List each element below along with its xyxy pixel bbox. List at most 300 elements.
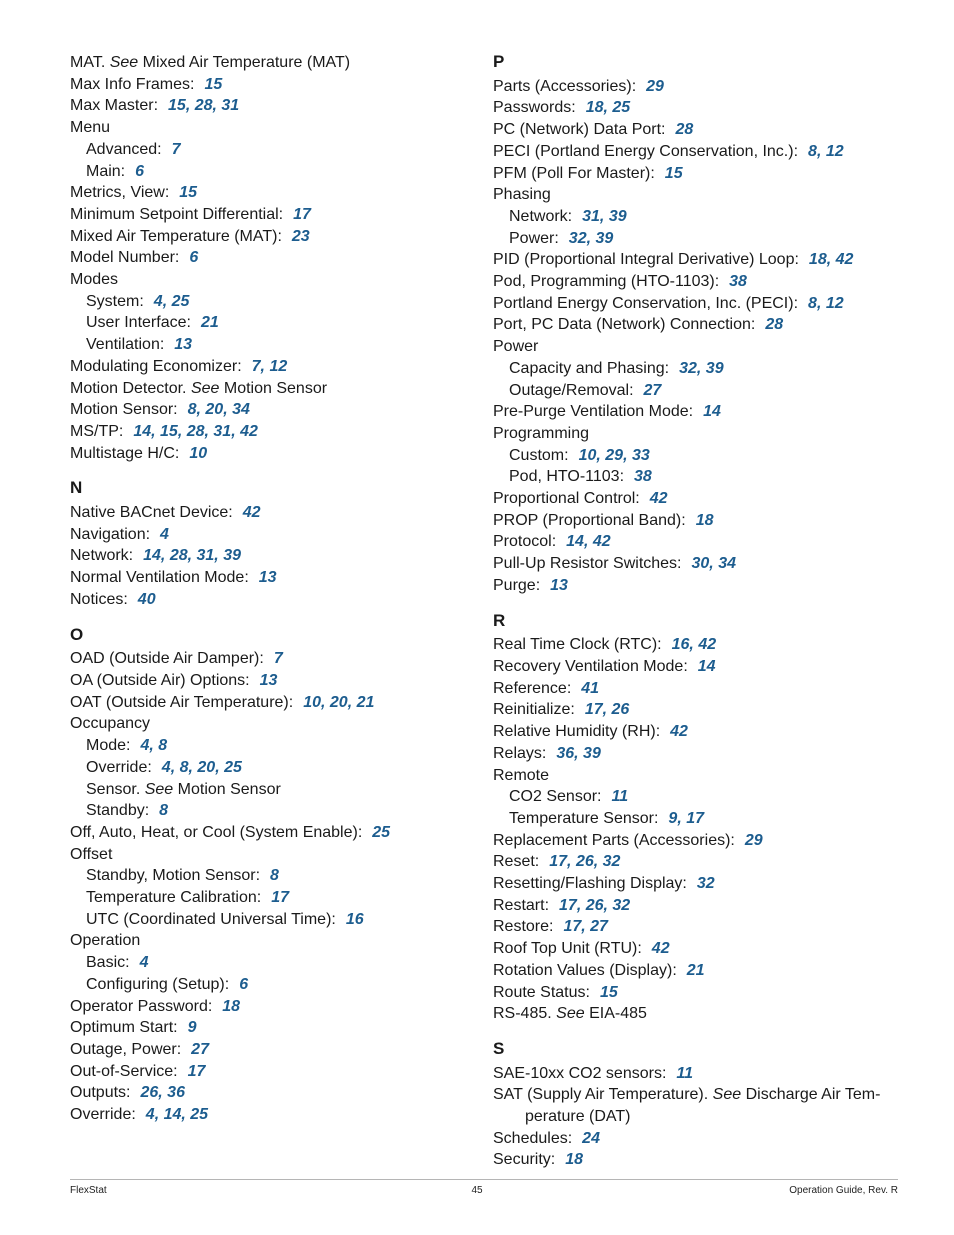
- page-link[interactable]: 28: [194, 97, 213, 115]
- page-link[interactable]: 23: [291, 227, 310, 245]
- page-link[interactable]: 17: [549, 853, 568, 871]
- index-entry: [493, 830, 933, 852]
- page-link[interactable]: 28: [675, 121, 694, 139]
- page-link[interactable]: 41: [581, 679, 600, 697]
- page-link[interactable]: 11: [676, 1064, 694, 1082]
- page-link[interactable]: 14: [133, 422, 152, 440]
- index-subentry: [70, 161, 480, 183]
- index-term: Power: [493, 338, 539, 356]
- index-entry: [70, 648, 480, 670]
- index-entry: [70, 117, 480, 139]
- page-list: [652, 940, 670, 957]
- index-subentry: [70, 952, 480, 974]
- page-link[interactable]: 20: [205, 401, 224, 419]
- page-separator: ,: [599, 207, 609, 225]
- index-term: Override:: [86, 758, 152, 776]
- index-subentry: [70, 887, 480, 909]
- index-term: Mode:: [86, 737, 131, 755]
- index-term: SAE-10xx CO2 sensors:: [493, 1064, 667, 1082]
- section-letter: N: [70, 478, 83, 498]
- page-link[interactable]: 10: [303, 693, 321, 711]
- index-subentry: [70, 909, 480, 931]
- page-list: [204, 76, 222, 93]
- page-list: [243, 504, 261, 521]
- index-term: Pod, HTO-1103:: [509, 468, 625, 486]
- index-entry: [493, 423, 933, 445]
- page-link[interactable]: 8: [179, 758, 189, 776]
- page-link[interactable]: 42: [242, 504, 261, 522]
- page-link[interactable]: 42: [698, 636, 717, 654]
- page-link[interactable]: 31: [221, 97, 240, 115]
- page-link[interactable]: 18: [565, 1151, 584, 1169]
- page-link[interactable]: 31: [582, 207, 600, 225]
- page-link[interactable]: 36: [556, 744, 575, 762]
- page-link[interactable]: 38: [729, 273, 747, 291]
- page-link[interactable]: 4: [160, 525, 169, 543]
- index-term: PID (Proportional Integral Derivative) Loop:: [493, 251, 799, 269]
- page-link[interactable]: 31: [213, 422, 232, 440]
- page-list: [189, 445, 207, 462]
- index-entry: [70, 1039, 480, 1061]
- page-link[interactable]: 36: [167, 1084, 185, 1102]
- index-entry: [70, 378, 480, 400]
- page-link[interactable]: 18: [808, 251, 827, 269]
- page-link[interactable]: 39: [583, 744, 601, 762]
- page-separator: ,: [709, 555, 719, 573]
- page-separator: ,: [185, 97, 195, 115]
- index-subentry: [493, 445, 933, 467]
- index-entry: [70, 670, 480, 692]
- page-list: [585, 701, 629, 718]
- page-link[interactable]: 26: [611, 701, 630, 719]
- page-separator: ,: [212, 97, 222, 115]
- index-term: Offset: [70, 845, 113, 863]
- page-link[interactable]: 16: [345, 910, 364, 928]
- page-link[interactable]: 21: [686, 961, 705, 979]
- see-label: See: [109, 54, 139, 71]
- index-entry: [70, 545, 480, 567]
- index-term: RS-485.: [493, 1005, 552, 1023]
- page-list: [179, 184, 197, 201]
- page-link[interactable]: 34: [718, 555, 736, 573]
- index-entry: [493, 678, 933, 700]
- page-link[interactable]: 4: [139, 954, 149, 972]
- index-entry: [493, 873, 933, 895]
- page-list: [697, 875, 715, 892]
- page-list: [765, 316, 783, 333]
- index-term: PFM (Poll For Master):: [493, 164, 655, 182]
- index-term: Minimum Setpoint Differential:: [70, 205, 284, 223]
- index-entry: [493, 141, 933, 163]
- page-link[interactable]: 10: [189, 444, 208, 462]
- page-link[interactable]: 17: [686, 809, 704, 827]
- index-term: Reinitialize:: [493, 701, 575, 719]
- page-link[interactable]: 8: [808, 142, 817, 160]
- see-label: See: [144, 780, 174, 798]
- page-list: [565, 1151, 583, 1168]
- page-list: [162, 759, 242, 776]
- index-entry: [493, 575, 933, 597]
- page-link[interactable]: 25: [372, 823, 391, 841]
- page-list: [566, 533, 610, 550]
- index-term: Resetting/Flashing Display:: [493, 875, 687, 893]
- page-list: [692, 555, 736, 572]
- page-link[interactable]: 32: [679, 359, 697, 377]
- page-list: [611, 788, 628, 805]
- page-list: [675, 121, 693, 138]
- page-link[interactable]: 14: [163, 1106, 182, 1124]
- index-section-r: [493, 610, 933, 1025]
- page-list: [188, 401, 250, 418]
- page-link[interactable]: 4: [161, 758, 171, 776]
- page-link[interactable]: 31: [196, 547, 215, 565]
- page-separator: ,: [181, 1106, 191, 1124]
- page-link[interactable]: 4: [140, 737, 150, 755]
- index-term: Power:: [509, 229, 559, 247]
- see-reference: EIA-485: [589, 1005, 647, 1023]
- page-link[interactable]: 6: [189, 249, 199, 267]
- page-list: [703, 403, 721, 420]
- index-subentry: [493, 228, 933, 250]
- index-entry: [70, 524, 480, 546]
- page-separator: ,: [602, 701, 612, 719]
- page-link[interactable]: 39: [595, 229, 614, 247]
- page-link[interactable]: 30: [691, 555, 710, 573]
- page-link[interactable]: 14: [697, 657, 716, 675]
- page-separator: ,: [154, 1106, 164, 1124]
- page-list: [372, 824, 390, 841]
- page-link[interactable]: 8: [187, 401, 197, 419]
- index-entry: [493, 656, 933, 678]
- page-link[interactable]: 27: [191, 1040, 209, 1058]
- page-link[interactable]: 13: [258, 569, 277, 587]
- index-term: SAT (Supply Air Temperature).: [493, 1086, 709, 1104]
- index-entry: [493, 97, 933, 119]
- page-list: [188, 1019, 197, 1036]
- page-separator: ,: [162, 292, 172, 310]
- page-separator: ,: [231, 422, 241, 440]
- page-link[interactable]: 10: [578, 446, 597, 464]
- page-list: [239, 976, 248, 993]
- page-link[interactable]: 15: [160, 422, 178, 440]
- page-link[interactable]: 17: [563, 918, 582, 936]
- index-term: Programming: [493, 424, 590, 442]
- page-link[interactable]: 25: [612, 99, 631, 117]
- page-link[interactable]: 18: [695, 511, 714, 529]
- section-letter: S: [493, 1038, 505, 1058]
- page-list: [189, 249, 198, 266]
- page-list: [260, 672, 278, 689]
- index-term: Relays:: [493, 744, 547, 762]
- page-link[interactable]: 6: [239, 975, 249, 993]
- index-term: Remote: [493, 766, 550, 784]
- page-link[interactable]: 4: [145, 1106, 155, 1124]
- page-list: [292, 228, 310, 245]
- page-list: [582, 208, 626, 225]
- page-link[interactable]: 28: [186, 422, 205, 440]
- page-list: [569, 230, 613, 247]
- page-link[interactable]: 14: [566, 533, 584, 551]
- index-entry: [493, 982, 933, 1004]
- index-entry: [493, 1063, 933, 1085]
- index-subentry: [70, 735, 480, 757]
- index-entry: [493, 960, 933, 982]
- index-term: Phasing: [493, 186, 551, 204]
- page-link[interactable]: 42: [649, 490, 668, 508]
- index-term: Occupancy: [70, 715, 151, 733]
- index-entry: [70, 589, 480, 611]
- page-link[interactable]: 13: [259, 671, 278, 689]
- footer-product-name: FlexStat: [70, 1185, 107, 1196]
- index-term: Basic:: [86, 954, 130, 972]
- index-term: Recovery Ventilation Mode:: [493, 657, 688, 675]
- page-link[interactable]: 17: [187, 1062, 206, 1080]
- page-separator: ,: [177, 422, 187, 440]
- index-term: Route Status:: [493, 983, 590, 1001]
- page-link[interactable]: 17: [584, 701, 603, 719]
- page-separator: ,: [689, 636, 699, 654]
- page-list: [159, 802, 168, 819]
- index-term: Motion Sensor:: [70, 401, 178, 419]
- page-link[interactable]: 42: [240, 422, 258, 440]
- page-separator: ,: [586, 229, 596, 247]
- page-link[interactable]: 25: [224, 758, 242, 776]
- page-link[interactable]: 32: [568, 229, 587, 247]
- page-list: [646, 78, 664, 95]
- index-entry: [70, 356, 480, 378]
- index-entry: [70, 1061, 480, 1083]
- page-link[interactable]: 26: [140, 1084, 159, 1102]
- index-subentry: [70, 312, 480, 334]
- see-label: See: [712, 1086, 742, 1104]
- index-term: Restore:: [493, 918, 554, 936]
- see-reference: Discharge Air Tem-: [745, 1086, 881, 1104]
- page-link[interactable]: 12: [825, 142, 844, 160]
- section-letter: P: [493, 52, 505, 71]
- page-link[interactable]: 28: [169, 547, 188, 565]
- index-term: Outputs:: [70, 1084, 131, 1102]
- page-list: [201, 314, 219, 331]
- page-link[interactable]: 14: [143, 547, 161, 565]
- index-entry: [493, 916, 933, 938]
- page-link[interactable]: 6: [135, 162, 145, 180]
- index-entry: [70, 421, 480, 443]
- index-term: OAD (Outside Air Damper):: [70, 650, 264, 668]
- index-term: Schedules:: [493, 1129, 573, 1147]
- page-link[interactable]: 15: [664, 164, 683, 182]
- page-list: [559, 897, 630, 914]
- index-term: Temperature Sensor:: [509, 809, 659, 827]
- page-list: [135, 163, 144, 180]
- page-list: [550, 577, 568, 594]
- page-separator: ,: [223, 401, 233, 419]
- index-subentry: [70, 779, 480, 801]
- index-term: Security:: [493, 1151, 556, 1169]
- page-link[interactable]: 25: [190, 1106, 209, 1124]
- page-link[interactable]: 42: [592, 533, 611, 551]
- page-link[interactable]: 17: [559, 896, 577, 914]
- index-term: Max Info Frames:: [70, 75, 195, 93]
- index-term: Configuring (Setup):: [86, 975, 230, 993]
- page-list: [579, 447, 650, 464]
- see-reference-continued: perature (DAT): [525, 1108, 631, 1126]
- page-separator: ,: [158, 1084, 168, 1102]
- index-entry: [493, 743, 933, 765]
- page-link[interactable]: 12: [269, 357, 288, 375]
- index-entry: [493, 119, 933, 141]
- see-reference: Motion Sensor: [223, 379, 328, 397]
- page-list: [644, 382, 662, 399]
- page-link[interactable]: 39: [608, 207, 627, 225]
- index-entry: [493, 271, 933, 293]
- page-link[interactable]: 9: [187, 1019, 197, 1037]
- page-separator: ,: [826, 251, 836, 269]
- index-term: Custom:: [509, 446, 569, 464]
- page-list: [270, 867, 279, 884]
- page-link[interactable]: 8: [270, 867, 279, 885]
- page-link[interactable]: 13: [550, 576, 568, 594]
- page-link[interactable]: 13: [174, 336, 193, 354]
- page-link[interactable]: 15: [168, 97, 186, 115]
- index-entry: [493, 553, 933, 575]
- page-link[interactable]: 17: [293, 205, 311, 223]
- page-list: [346, 911, 364, 928]
- index-term: Portland Energy Conservation, Inc. (PECI):: [493, 294, 799, 312]
- page-separator: ,: [347, 693, 357, 711]
- page-link[interactable]: 32: [602, 853, 621, 871]
- index-term: Optimum Start:: [70, 1019, 178, 1037]
- see-reference: Motion Sensor: [177, 780, 281, 798]
- index-term: Outage, Power:: [70, 1040, 182, 1058]
- index-entry: [70, 443, 480, 465]
- page-link[interactable]: 42: [651, 940, 670, 958]
- page-link[interactable]: 12: [825, 294, 844, 312]
- page-list: [140, 1084, 184, 1101]
- page-list: [303, 694, 374, 711]
- index-term: Temperature Calibration:: [86, 889, 262, 907]
- index-term: Pre-Purge Ventilation Mode:: [493, 403, 694, 421]
- index-entry: [70, 226, 480, 248]
- page-link[interactable]: 40: [137, 590, 156, 608]
- page-separator: ,: [204, 422, 214, 440]
- page-list: [729, 273, 747, 290]
- page-link[interactable]: 18: [222, 997, 241, 1015]
- index-term: Replacement Parts (Accessories):: [493, 831, 735, 849]
- page-link[interactable]: 7: [273, 650, 283, 668]
- index-entry: [493, 401, 933, 423]
- page-separator: ,: [696, 359, 706, 377]
- page-link[interactable]: 33: [631, 446, 650, 464]
- page-link[interactable]: 39: [223, 547, 241, 565]
- page-list: [174, 336, 192, 353]
- index-entry: [493, 765, 933, 787]
- index-entry: [493, 314, 933, 336]
- page-link[interactable]: 7: [171, 140, 181, 158]
- page-list: [670, 723, 688, 740]
- page-link[interactable]: 7: [251, 357, 261, 375]
- page-list: [665, 165, 683, 182]
- page-link[interactable]: 18: [585, 99, 604, 117]
- page-link[interactable]: 8: [808, 294, 817, 312]
- page-link[interactable]: 15: [179, 184, 198, 202]
- page-link[interactable]: 21: [356, 693, 375, 711]
- page-link[interactable]: 27: [643, 381, 662, 399]
- page-list: [600, 984, 618, 1001]
- page-link[interactable]: 21: [200, 314, 219, 332]
- index-term: Purge:: [493, 576, 541, 594]
- page-separator: ,: [623, 446, 632, 464]
- page-link[interactable]: 29: [605, 446, 624, 464]
- page-list: [581, 680, 599, 697]
- page-link[interactable]: 34: [232, 401, 250, 419]
- page-separator: ,: [574, 744, 584, 762]
- index-entry: [70, 930, 480, 952]
- page-link[interactable]: 15: [599, 983, 618, 1001]
- index-term: Out-of-Service:: [70, 1062, 178, 1080]
- index-term: OA (Outside Air) Options:: [70, 671, 250, 689]
- index-term: Native BACnet Device:: [70, 504, 233, 522]
- page-link[interactable]: 17: [271, 889, 289, 907]
- index-term: Advanced:: [86, 140, 162, 158]
- index-term: Reference:: [493, 679, 572, 697]
- page-link[interactable]: 42: [670, 723, 688, 741]
- page-link[interactable]: 8: [158, 737, 168, 755]
- page-list: [650, 490, 668, 507]
- page-list: [138, 591, 156, 608]
- page-link[interactable]: 27: [590, 918, 608, 936]
- index-subentry: [493, 786, 933, 808]
- page-link[interactable]: 39: [705, 359, 724, 377]
- index-term: System:: [86, 292, 144, 310]
- page-link[interactable]: 9: [668, 809, 678, 827]
- page-link[interactable]: 29: [646, 77, 664, 95]
- page-link[interactable]: 20: [197, 758, 216, 776]
- index-entry: [70, 1104, 480, 1126]
- page-separator: ,: [187, 547, 197, 565]
- page-link[interactable]: 24: [582, 1129, 600, 1147]
- page-link[interactable]: 38: [634, 468, 652, 486]
- see-label: See: [190, 379, 220, 397]
- page-link[interactable]: 14: [703, 403, 721, 421]
- index-term: UTC (Coordinated Universal Time):: [86, 910, 336, 928]
- page-separator: ,: [583, 533, 593, 551]
- page-link[interactable]: 25: [171, 292, 190, 310]
- page-link[interactable]: 4: [153, 292, 163, 310]
- page-list: [745, 832, 763, 849]
- index-entry: [70, 74, 480, 96]
- page-link[interactable]: 20: [329, 693, 348, 711]
- page-link[interactable]: 28: [765, 316, 784, 334]
- footer-rule: [70, 1179, 898, 1180]
- page-link[interactable]: 32: [612, 896, 631, 914]
- index-section-s: [493, 1038, 933, 1171]
- index-term: Menu: [70, 119, 111, 137]
- page-link[interactable]: 29: [744, 831, 763, 849]
- page-link[interactable]: 15: [204, 75, 223, 93]
- page-link[interactable]: 16: [671, 636, 690, 654]
- page-link[interactable]: 42: [835, 251, 854, 269]
- page-list: [191, 1041, 209, 1058]
- index-term: Multistage H/C:: [70, 444, 180, 462]
- page-link[interactable]: 26: [575, 853, 594, 871]
- page-link[interactable]: 26: [585, 896, 604, 914]
- index-subentry: [493, 358, 933, 380]
- page-list: [222, 998, 240, 1015]
- page-link[interactable]: 11: [611, 788, 629, 806]
- page-link[interactable]: 8: [159, 802, 169, 820]
- page-list: [556, 745, 600, 762]
- page-link[interactable]: 32: [696, 875, 715, 893]
